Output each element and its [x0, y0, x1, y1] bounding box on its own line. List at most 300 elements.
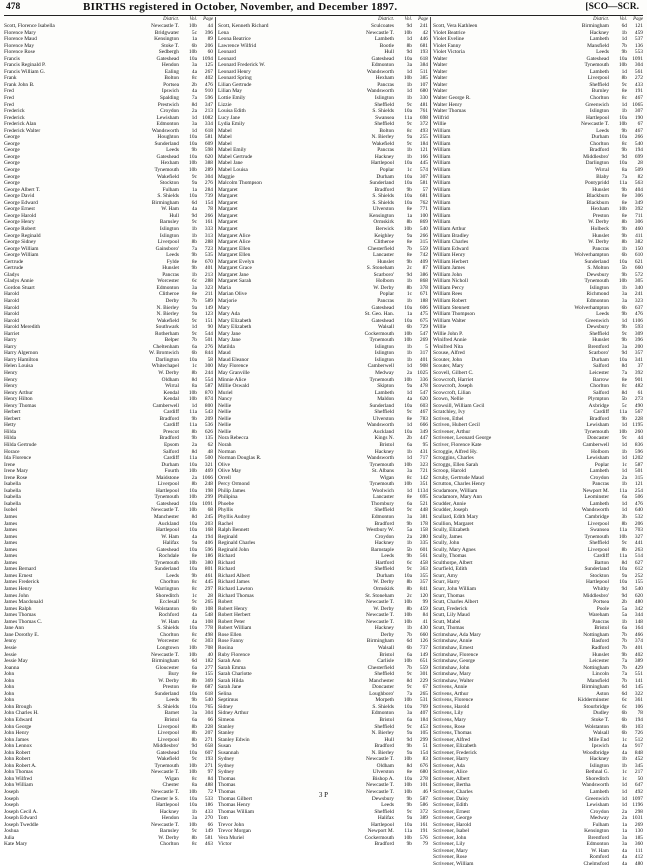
entry-name: Norah [218, 442, 232, 448]
entry-district: Leeds [166, 147, 179, 154]
entry-district: Gateshead [156, 153, 179, 160]
entry-district: Islington [374, 343, 394, 350]
entry-page: 1097 [632, 795, 643, 802]
entry-district: Leeds [596, 127, 609, 134]
entry-volume: 1b [621, 618, 627, 625]
entry-page: 265 [204, 599, 213, 606]
entry-volume: 10b [403, 782, 412, 789]
entry-page: 1025 [417, 369, 428, 376]
entry-page: 90 [207, 324, 213, 331]
entry-volume: 1d [406, 88, 412, 95]
entry-volume: 6b [191, 350, 197, 357]
entry-volume: 2c [406, 265, 412, 272]
entry-page: 1091 [632, 55, 643, 62]
entry-district: Shoreditch [585, 775, 609, 782]
entry-district: Wakefield [156, 756, 179, 763]
entry-page: 266 [419, 232, 428, 239]
entry-volume: 6d [191, 658, 197, 665]
entry-volume: 6b [621, 730, 627, 737]
entry-volume: 10b [403, 599, 412, 606]
entry-name: Jessie [4, 644, 17, 651]
entry-district: Hunslet [377, 258, 394, 265]
entry-page: 66 [207, 821, 213, 828]
entry-page: 141 [634, 677, 643, 684]
entry-district: Hackney [374, 540, 394, 547]
entry-page: 89 [207, 36, 213, 43]
entry-district: Clitheroe [373, 239, 394, 246]
entry-volume: 8e [191, 684, 197, 691]
entry-name: George Ernest [4, 206, 35, 213]
entry-page: 537 [634, 36, 643, 43]
entry-page: 297 [204, 586, 213, 593]
entry-name: James [4, 546, 18, 553]
entry-page: 1065 [632, 101, 643, 108]
entry-district: Tynemouth [154, 494, 179, 501]
entry-page: 300 [204, 363, 213, 370]
entry-name: Olive [218, 461, 230, 468]
entry-district: Hull [384, 49, 394, 56]
entry-volume: 8e [406, 415, 412, 422]
entry-volume: 10a [404, 775, 412, 782]
entry-volume: 9c [191, 828, 197, 835]
entry-volume: 7a [621, 369, 627, 376]
entry-name: Walter Henry [433, 101, 463, 108]
entry-page: 771 [419, 206, 428, 213]
entry-district: Gateshead [156, 500, 179, 507]
entry-district: Salford [593, 389, 609, 396]
entry-volume: 6d [191, 199, 197, 206]
entry-volume: 8c [191, 775, 197, 782]
entry-district: Hartlepool [585, 579, 609, 586]
entry-district: Tynemouth [369, 337, 394, 344]
entry-name: William [433, 127, 451, 134]
entry-page: 620 [634, 592, 643, 599]
entry-name: Isabella [4, 500, 21, 507]
entry-district: Barrow [592, 376, 609, 383]
entry-page: 431 [419, 448, 428, 455]
entry-name: Scrimshaw, Annie [433, 638, 473, 645]
entry-volume: 10a [404, 180, 412, 187]
entry-volume: 1d [621, 422, 627, 429]
entry-name: William Bradley [433, 232, 469, 239]
entry-volume: 5b [621, 396, 627, 403]
entry-name: John Thomas [4, 769, 33, 776]
entry-district: Sheffield [374, 121, 394, 128]
entry-volume: 6b [621, 252, 627, 259]
entry-volume: 1a [621, 828, 627, 835]
entry-district: W. Derby [588, 219, 609, 226]
entry-volume: 1b [406, 448, 412, 455]
entry-page: 610 [634, 252, 643, 259]
entry-volume: 5c [191, 29, 197, 36]
entry-volume: 10b [188, 559, 197, 566]
entry-page: 384 [419, 62, 428, 69]
entry-volume: 9b [621, 415, 627, 422]
entry-volume: 6a [621, 625, 627, 632]
entry-name: Scully, Thomas [433, 553, 467, 560]
register-entry [218, 841, 428, 848]
entry-page: 194 [634, 716, 643, 723]
entry-name: Scovell, Gilbert C. [433, 369, 474, 376]
entry-volume: 10b [188, 769, 197, 776]
entry-district: Middlesbro' [153, 743, 179, 750]
entry-district: Longtown [156, 644, 179, 651]
entry-volume: 10a [189, 140, 197, 147]
entry-district: Wandsworth [366, 88, 394, 95]
entry-district: Bradford [159, 435, 179, 442]
entry-page: 108 [204, 605, 213, 612]
entry-volume: 1c [621, 775, 627, 782]
entry-page: 28 [637, 160, 643, 167]
entry-name: Walter [433, 68, 448, 75]
entry-page: 78 [637, 710, 643, 717]
entry-name: Lawrence Wilfrid [218, 42, 257, 49]
entry-volume: 9b [406, 802, 412, 809]
entry-page: 392 [634, 369, 643, 376]
entry-name: Joseph [4, 795, 19, 802]
entry-page: 521 [419, 500, 428, 507]
entry-volume: 4a [191, 68, 197, 75]
entry-page: 84 [422, 612, 428, 619]
entry-page: 363 [419, 566, 428, 573]
entry-page: 698 [419, 114, 428, 121]
entry-page: 737 [419, 644, 428, 651]
entry-name: Francis [4, 55, 20, 62]
entry-name: Richard James [218, 579, 250, 586]
entry-volume: 3a [406, 62, 412, 69]
entry-volume: 1b [621, 245, 627, 252]
entry-district: W. Derby [158, 834, 179, 841]
entry-page: 396 [634, 337, 643, 344]
entry-page: 355 [419, 572, 428, 579]
entry-page: 1066 [202, 474, 213, 481]
entry-page: 620 [204, 153, 213, 160]
entry-page: 186 [204, 802, 213, 809]
entry-district: Chorlton [589, 140, 609, 147]
entry-district: Camberwell [367, 363, 394, 370]
entry-district: Scarboro' [373, 271, 394, 278]
entry-page: 598 [204, 147, 213, 154]
entry-page: 461 [204, 572, 213, 579]
entry-page: 547 [419, 389, 428, 396]
entry-page: 493 [419, 127, 428, 134]
entry-district: Oldham [161, 376, 179, 383]
entry-page: 191 [634, 88, 643, 95]
entry-district: Portsea [593, 599, 609, 606]
entry-district: Doncaster [587, 435, 609, 442]
entry-district: Pancras [377, 81, 394, 88]
entry-district: Liverpool [157, 481, 179, 488]
entry-district: Morpeth [375, 697, 394, 704]
entry-page: 107 [419, 81, 428, 88]
entry-page: 1202 [632, 455, 643, 462]
entry-district: Gateshead [371, 304, 394, 311]
entry-name: John Robert [4, 749, 31, 756]
entry-volume: 1b [621, 756, 627, 763]
entry-volume: 3a [191, 284, 197, 291]
entry-volume: 9b [621, 225, 627, 232]
entry-name: James [4, 527, 18, 534]
entry-page: 509 [634, 167, 643, 174]
entry-district: Bradford [589, 415, 609, 422]
entry-page: 260 [634, 428, 643, 435]
entry-name: Scullard, Edith Mary [433, 514, 479, 521]
entry-volume: 1b [191, 232, 197, 239]
entry-volume: 11a [404, 828, 412, 835]
entry-district: W. Derby [158, 677, 179, 684]
entry-district: Hunslet [592, 337, 609, 344]
entry-page: 301 [419, 671, 428, 678]
entry-name: Maud Eleanor [218, 356, 249, 363]
entry-district: Westbury W. [366, 527, 394, 534]
entry-page: 100 [419, 212, 428, 219]
entry-district: Scarboro' [588, 350, 609, 357]
entry-name: Victor [218, 841, 232, 848]
entry-district: Bristol [164, 716, 179, 723]
entry-name: Gertrude [4, 258, 24, 265]
entry-page: 213 [204, 108, 213, 115]
entry-volume: 9c [406, 507, 412, 514]
entry-name: Scurr, Harry [433, 579, 460, 586]
entry-volume: 11a [404, 114, 412, 121]
entry-name: William [433, 147, 451, 154]
entry-page: 717 [419, 455, 428, 462]
entry-volume: 9d [621, 153, 627, 160]
entry-volume: 10a [189, 153, 197, 160]
entry-name: Henry [4, 376, 18, 383]
entry-name: Jenny [4, 638, 17, 645]
entry-page: 536 [204, 422, 213, 429]
entry-volume: 1d [621, 317, 627, 324]
entry-page: 729 [419, 324, 428, 331]
entry-page: 336 [419, 376, 428, 383]
entry-volume: 6a [191, 343, 197, 350]
entry-district: Newcastle T. [151, 769, 179, 776]
entry-volume: 1b [621, 481, 627, 488]
entry-page: 265 [419, 690, 428, 697]
entry-name: Lottie Emily [218, 95, 246, 102]
entry-name: William Walter [433, 317, 466, 324]
entry-page: 389 [634, 658, 643, 665]
entry-page: 164 [634, 625, 643, 632]
entry-name: Gladys [4, 271, 20, 278]
entry-page: 547 [419, 330, 428, 337]
entry-page: 280 [419, 533, 428, 540]
entry-page: 901 [634, 376, 643, 383]
entry-district: Wirral [165, 383, 179, 390]
entry-volume: 1b [621, 284, 627, 291]
entry-name: Scrivener, Ada [433, 762, 465, 769]
entry-page: 200 [634, 343, 643, 350]
entry-district: Lambeth [589, 68, 609, 75]
entry-page: 304 [204, 173, 213, 180]
entry-name: Scrivens, Rose [433, 723, 466, 730]
entry-volume: 6c [621, 697, 627, 704]
entry-page: 263 [634, 546, 643, 553]
entry-volume: 9d [191, 212, 197, 219]
entry-name: Scully, Mary Agnes [433, 546, 476, 553]
entry-name: Henry Thomas [4, 402, 37, 409]
entry-name: Mabel Gertrude [218, 153, 253, 160]
entry-district: Newport M. [367, 828, 394, 835]
entry-district: Hexham [375, 75, 394, 82]
entry-page: 48 [207, 448, 213, 455]
entry-district: Hartford [375, 559, 394, 566]
entry-page: 40 [207, 651, 213, 658]
entry-page: 1134 [417, 487, 428, 494]
entry-district: Walsall [377, 324, 394, 331]
entry-district: Cambridge [585, 514, 609, 521]
entry-page: 188 [419, 297, 428, 304]
entry-volume: 1b [191, 225, 197, 232]
entry-volume: 10a [404, 199, 412, 206]
entry-name: Herbert [4, 415, 21, 422]
entry-name: Violet Fanny [433, 42, 461, 49]
entry-volume: 10a [404, 160, 412, 167]
entry-volume: 6d [406, 638, 412, 645]
entry-district: Sunderland [154, 566, 179, 573]
entry-name: Joseph [4, 788, 19, 795]
entry-name: William [433, 193, 451, 200]
entry-district: W. Derby [373, 579, 394, 586]
entry-name: William [433, 140, 451, 147]
entry-page: 304 [204, 710, 213, 717]
entry-district: Kensington [154, 36, 179, 43]
entry-page: 273 [634, 396, 643, 403]
entry-district: N. Bierley [156, 311, 179, 318]
entry-name: Scroggins, Charles [433, 455, 474, 462]
entry-name: John Charles H. [4, 710, 39, 717]
entry-page: 166 [419, 153, 428, 160]
entry-volume: 10a [189, 527, 197, 534]
entry-page: 458 [419, 559, 428, 566]
entry-page: 392 [634, 206, 643, 213]
entry-district: Walsall [592, 730, 609, 737]
entry-volume: 10a [404, 108, 412, 115]
entry-page: 411 [635, 232, 643, 239]
entry-district: Newcastle T. [151, 23, 179, 29]
entry-name: Harold [4, 311, 19, 318]
entry-page: 647 [634, 782, 643, 789]
entry-district: Whitby [592, 586, 609, 593]
entry-page: 574 [419, 167, 428, 174]
entry-name: Scrimshaw, George [433, 658, 476, 665]
entry-volume: 2a [406, 533, 412, 540]
entry-district: Lambeth [374, 389, 394, 396]
entry-district: Newcastle T. [581, 121, 609, 128]
entry-page: 79 [422, 841, 428, 848]
entry-volume: 5b [621, 265, 627, 272]
entry-name: Thomas [218, 782, 236, 789]
entry-volume: 7b [406, 245, 412, 252]
entry-volume: 6d [621, 23, 627, 29]
entry-volume: 10a [404, 317, 412, 324]
entry-name: Rosina [218, 644, 233, 651]
entry-name: Scutt, Frederick [433, 605, 468, 612]
entry-volume: 3a [191, 121, 197, 128]
entry-page: 396 [204, 29, 213, 36]
entry-volume: 9c [191, 317, 197, 324]
entry-volume: 5b [406, 546, 412, 553]
entry-volume: 3a [191, 62, 197, 69]
entry-page: 351 [419, 481, 428, 488]
entry-page: 228 [634, 415, 643, 422]
entry-volume: 10a [189, 566, 197, 573]
entry-name: Scrivener, Daisy [433, 795, 469, 802]
entry-volume: 1d [406, 389, 412, 396]
entry-district: Durham [376, 572, 394, 579]
entry-district: Sunderland [369, 180, 394, 187]
entry-volume: 10b [188, 396, 197, 403]
entry-page: 57 [422, 186, 428, 193]
entry-page: 125 [204, 62, 213, 69]
entry-name: Scutt, Charles Albert [433, 599, 479, 606]
entry-page: 868 [419, 278, 428, 285]
entry-page: 618 [419, 55, 428, 62]
entry-page: 148 [634, 618, 643, 625]
entry-district: Kensington [584, 828, 609, 835]
entry-district: Bradford [374, 743, 394, 750]
entry-name: Sarah Ann [218, 658, 241, 665]
entry-name: May Granville [218, 369, 250, 376]
entry-volume: 2a [621, 815, 627, 822]
entry-district: Chesterfield [367, 245, 394, 252]
entry-district: Kendal [163, 389, 179, 396]
entry-name: George Edward [4, 199, 38, 206]
entry-name: Scrivener, Edith [433, 802, 468, 809]
entry-district: Barnsley [159, 219, 179, 226]
entry-district: Birmingham [151, 199, 179, 206]
entry-name: George William [4, 245, 39, 252]
entry-volume: 9b [621, 311, 627, 318]
entry-page: 498 [204, 631, 213, 638]
entry-name: Scudder, Joseph [433, 507, 468, 514]
entry-name: Isabella [4, 481, 21, 488]
entry-volume: 9b [621, 324, 627, 331]
entry-volume: 9d [406, 23, 412, 29]
entry-page: 1094 [202, 55, 213, 62]
entry-page: 271 [204, 762, 213, 769]
entry-name: Scrivener, Rose [433, 854, 467, 861]
entry-district: Plympton [588, 396, 609, 403]
entry-page: 255 [419, 134, 428, 141]
entry-name: Mary Ada [218, 311, 240, 318]
entry-page: 323 [419, 461, 428, 468]
entry-volume: 7a [621, 671, 627, 678]
entry-name: Thomas Henry [218, 802, 251, 809]
entry-name: Mabel [218, 127, 232, 134]
entry-volume: 8c [191, 586, 197, 593]
entry-district: Leeds [381, 802, 394, 809]
entry-district: Newcastle T. [366, 756, 394, 763]
entry-district: Tynemouth [584, 278, 609, 285]
entry-volume: 9b [621, 337, 627, 344]
entry-volume: 3a [621, 291, 627, 298]
entry-district: Axbridge [588, 402, 609, 409]
entry-district: Gateshead [371, 55, 394, 62]
entry-page: 637 [634, 304, 643, 311]
entry-district: Chorlton [159, 631, 179, 638]
entry-volume: 3a [406, 710, 412, 717]
entry-volume: 7b [621, 677, 627, 684]
entry-page: 361 [634, 697, 643, 704]
entry-volume: 8c [621, 383, 627, 390]
entry-page: 78 [207, 206, 213, 213]
entry-page: 402 [634, 651, 643, 658]
entry-district: Nottingham [583, 631, 609, 638]
entry-district: Islington [374, 95, 394, 102]
entry-volume: 9a [191, 180, 197, 187]
